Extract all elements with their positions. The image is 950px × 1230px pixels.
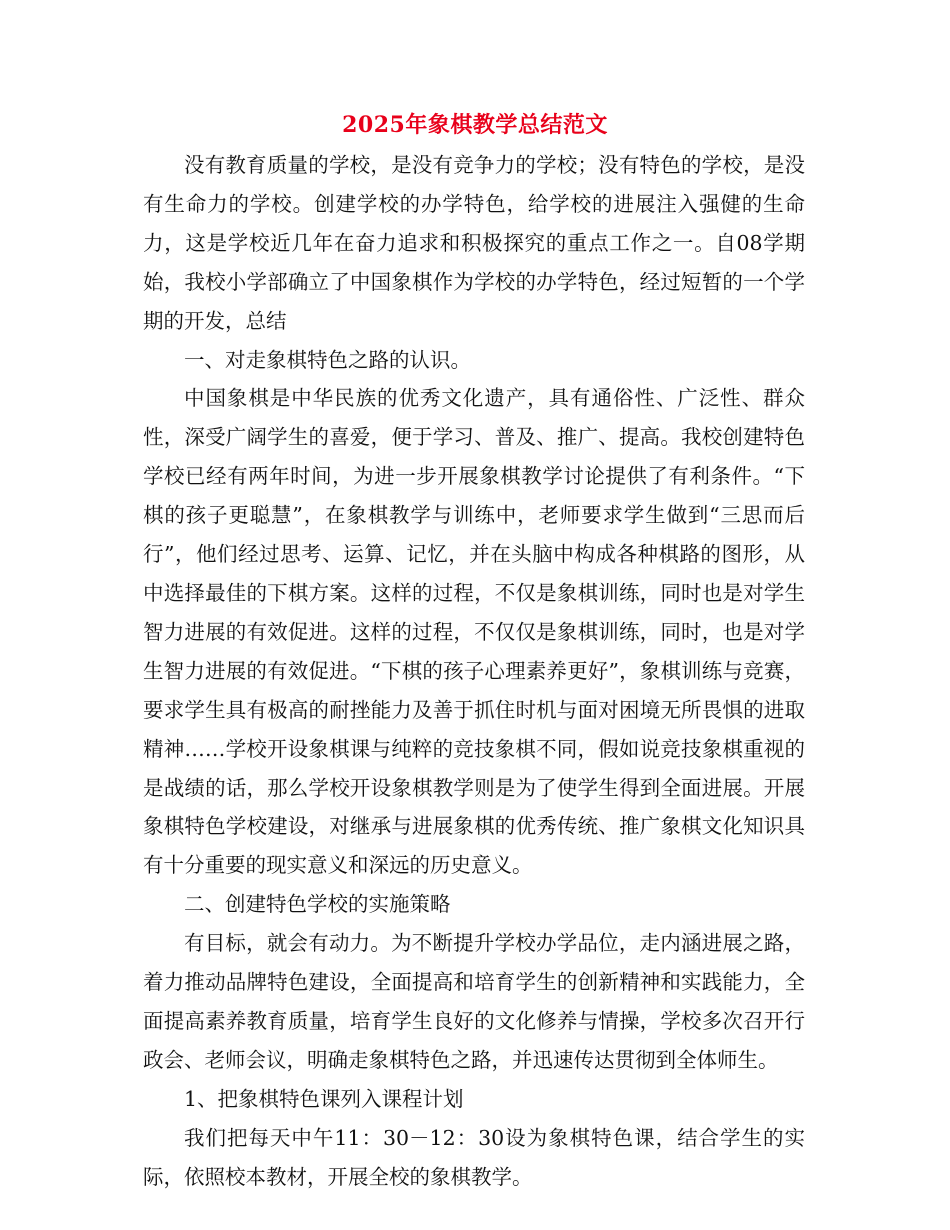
section-heading-1: 一、对走象棋特色之路的认识。 bbox=[184, 347, 471, 372]
section-2-paragraph: 有目标，就会有动力。为不断提升学校办学品位，走内涵进展之路，着力推动品牌特色建设，全面提高和培育学生的创新精神和实践能力，全面提高素养教育质量，培育学生良好的文化修养与情操，学校多次召开行政会、老师会议，明确走象棋特色之路，并迅速传达贯彻到全体师生。 bbox=[143, 931, 805, 1072]
intro-paragraph: 没有教育质量的学校，是没有竞争力的学校；没有特色的学校，是没有生命力的学校。创建学校的办学特色，给学校的进展注入强健的生命力，这是学校近几年在奋力追求和积极探究的重点工作之一。自08学期始，我校小学部确立了中国象棋作为学校的办学特色，经过短暂的一个学期的开发，总结 bbox=[143, 153, 805, 333]
document-title: 2025年象棋教学总结范文 bbox=[342, 112, 608, 138]
subsection-heading-1: 1、把象棋特色课列入课程计划 bbox=[184, 1086, 464, 1111]
section-heading-2: 二、创建特色学校的实施策略 bbox=[184, 892, 451, 917]
subsection-1-paragraph: 我们把每天中午11：30－12：30设为象棋特色课，结合学生的实际，依照校本教材，开展全校的象棋教学。 bbox=[143, 1125, 805, 1189]
section-1-paragraph: 中国象棋是中华民族的优秀文化遗产，具有通俗性、广泛性、群众性，深受广阔学生的喜爱，便于学习、普及、推广、提高。我校创建特色学校已经有两年时间，为进一步开展象棋教学讨论提供了有利条件。“下棋的孩子更聪慧”，在象棋教学与训练中，老师要求学生做到“三思而后行”，他们经过思考、运算、记忆，并在头脑中构成各种棋路的图形，从中选择最佳的下棋方案。这样的过程，不仅是象棋训练，同时也是对学生智力进展的有效促进。这样的过程，不仅仅是象棋训练，同时，也是对学生智力进展的有效促进。“下棋的孩子心理素养更好”，象棋训练与竞赛，要求学生具有极高的耐挫能力及善于抓住时机与面对困境无所畏惧的进取精神……学校开设象棋课与纯粹的竞技象棋不同，假如说竞技象棋重视的是战绩的话，那么学校开设象棋教学则是为了使学生得到全面进展。开展象棋特色学校建设，对继承与进展象棋的优秀传统、推广象棋文化知识具有十分重要的现实意义和深远的历史意义。 bbox=[143, 386, 805, 878]
document-body bbox=[143, 146, 805, 1196]
